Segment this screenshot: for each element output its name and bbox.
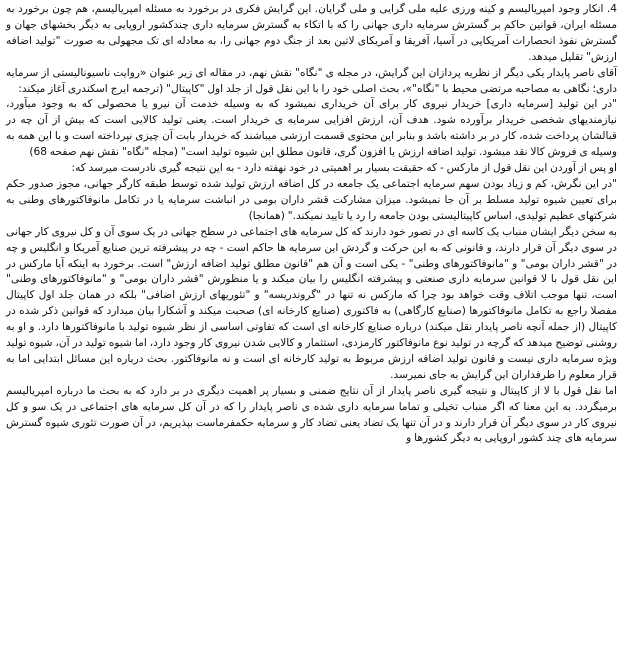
quote-paragraph: "در این تولید [سرمایه داری] خریدار نیروی کار برای آن خریداری نمیشود که به وسیله خدمت آن نیرو یا محصولی که به وجود میآورد، نیازمندیهای شخصی خریدار برآورده شود. هدف آن، ارزش افزایی سرمایه ی خریدار است. یعنی تولید کالایی است که بیش از آن چه در قبالشان پرداخت شده، کار در بر داشته باشد و بنابر این محتوی قسمت ارزشی میباشند که خریدار بابت آن چیزی نپرداخته است و با این همه به وسیله ی فروش کالا نقد میشود. تولید اضافه ارزش یا افزون گری، قانون مطلق این شیوه تولید است" (مجله "نگاه" نقش نهم صفحه 68) — [6, 98, 617, 159]
quote-paragraph: "در این نگرش، کم و زیاد بودن سهم سرمایه اجتماعی یک جامعه در کل اضافه ارزش تولید شده توسط طبقه کارگر جهانی، مجوز صدور حکم برای تعیین شیوه تولید مسلط بر آن جا نمیشود. میزان مشارکت قشر داران بومی در انباشت سرمایه یا در تکامل مانوفاکتورهای وطنی به شرکتهای عظیم تولیدی، اساس کاپیتالیستی بودن جامعه را رد یا تایید نمیکند." (همانجا) — [6, 177, 617, 222]
paragraph: اما نقل قول با لا از کاپیتال و نتیجه گیری ناصر پایدار از آن نتایج ضمنی و بسیار پر اهمیت دیگری در بر دارد که به بحث ما درباره امپریالیسم برمیگردد. به این معنا که اگر منباب تخیلی و تماما سرمایه داری شده ی ناصر پایدار را که در آن کل سرمایه های اجتماعی در یک سو و کل نیروی کار در سوی دیگر آن قرار دارند و در آن تنها یک تضاد یعنی تضاد کار و سرمایه حکمفرماست بپذیریم، در آن صورت تئوری شیوه گسترش سرمایه های چند کشور اروپایی به دیگر کشورها و — [6, 384, 617, 445]
paragraph: او پس از آوردن این نقل قول از مارکس - که حقیقت بسیار بر اهمیتی در خود نهفته دارد - به این نتیجه گیری نادرست میرسد که: — [71, 162, 617, 175]
paragraph: 4. انکار وجود امپریالیسم و کینه ورزی علیه ملی گرایی و ملی گرایان. این گرایش فکری در برخورد به مسئله امپریالیسم، هم چون برخورد به مسئله ایران، قوانین حاکم بر گسترش سرمایه داری جهانی را که با اتکاء به گسترش سرمایه داری چندکشور اروپایی به دیگر بخشهای جهان و گسترش نفوذ انحصارات آمریکایی در آسیا، آفریقا و آمریکای لاتین بعد از جنگ دوم جهانی را، به معادله ای تک مجهولی به صورت "تولید اضافه ارزش" تقلیل میدهد. — [6, 3, 617, 63]
paragraph: آقای ناصر پایدار یکی دیگر از نظریه پردازان این گرایش، در مجله ی "نگاه" نقش نهم، در مقاله ای زیر عنوان «روایت ناسیونالیستی از سرمایه داری؛ نگاهی به مصاحبه مرتضی محیط با "نگاه"»، بحث اصلی خود را با این نقل قول از جلد اول "کاپیتال" (ترجمه ایرج اسکندری آغاز میکند: — [6, 66, 617, 95]
paragraph: به سخن دیگر ایشان منباب یک کاسه ای در تصور خود دارند که کل سرمایه های اجتماعی در سطح جهانی در یک سوی آن و کل نیروی کار جهانی در سوی دیگر آن قرار دارند، و قانونی که به این حرکت و گردش این سرمایه ها حاکم است - چه در پیشرفته ترین صنایع آمریکا و انگلیس و چه در "قشر داران بومی" و "مانوفاکتورهای وطنی" - یکی است و آن هم "قانون مطلق تولید اضافه ارزش" است. برخورد به اینکه آیا مارکس در این نقل قول با لا قوانین سرمایه داری صنعتی و پیشرفته انگلیس را بیان میکند و یا منظورش "قشر داران بومی" و "مانوفاکتورهای وطنی" است، تنها موجب اتلاف وقت خواهد بود چرا که مارکس نه تنها در "گروندریسه" و "تئوریهای ارزش اضافی" بلکه در همان جلد اول کاپیتال مفصلا راجع به تکامل مانوفاکتورها (صنایع کارگاهی) به فاکتوری (صنایع کارخانه ای) صحبت میکند و آشکارا بیان میدارد که قوانین ذکر شده در کاپیتال (از جمله آنچه ناصر پایدار نقل میکند) درباره صنایع کارخانه ای است که تفاوتی اساسی از نظر شیوه تولید با مانوفاکتورها دارد. و او به روشنی توضیح میدهد که گرچه در تولید نوع مانوفاکتور کارمزدی، استثمار و کالایی شدن نیروی کار وجود دارد، اما شیوه تولید در آن، شیوه تولید ویژه سرمایه داری نیست و قانون تولید اضافه ارزش مربوط به تولید کارخانه ای است و نه مانوفاکتور. بحث درباره این مسائل ابتدایی اما به قرار معلوم را طرفداران این گرایش به جای نمیرسد. — [6, 225, 617, 381]
